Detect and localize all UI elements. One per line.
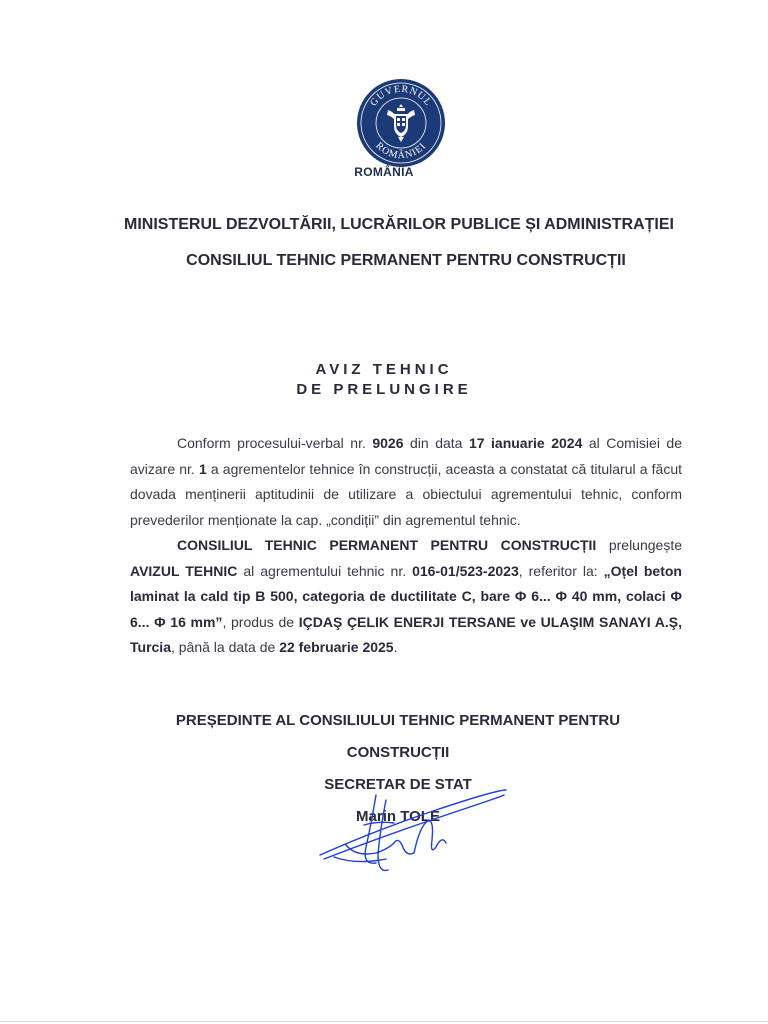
svg-text:GUVERNUL: GUVERNUL (368, 83, 434, 109)
text: , până la data de (170, 639, 280, 655)
document-title (0, 360, 768, 400)
page-bottom-rule (0, 1021, 768, 1022)
valid-until-date: 22 februarie 2025 (279, 639, 394, 655)
title-line-1: AVIZ TEHNIC (315, 361, 453, 378)
text: , referitor la: (518, 562, 604, 579)
pv-number: 9026 (372, 435, 404, 451)
text: . (393, 639, 398, 655)
country-label: ROMÂNIA (354, 165, 414, 179)
pv-date: 17 ianuarie 2024 (468, 435, 583, 451)
paragraph-2 (130, 533, 682, 661)
ministry-heading: MINISTERUL DEZVOLTĂRII, LUCRĂRILOR PUBLICE ȘI ADMINISTRAȚIEI (124, 216, 674, 233)
signatory-name: Marin TOLE (356, 808, 440, 825)
svg-text:ROMÂNIEI: ROMÂNIEI (373, 140, 429, 162)
signatory-role: SECRETAR DE STAT (324, 776, 472, 793)
avizul-label: AVIZUL TEHNIC (130, 562, 238, 579)
signatory-title-line-2: CONSTRUCȚII (346, 744, 450, 761)
signatory-title-line-1: PREȘEDINTE AL CONSILIULUI TEHNIC PERMANENT PENTRU (175, 712, 621, 729)
text: Conform procesului-verbal nr. (177, 435, 373, 451)
text: , produs de (222, 613, 299, 630)
manufacturer-name: IÇDAŞ ÇELIK ENERJI TERSANE ve ULAŞIM SANAYI A.Ş, Turcia (130, 613, 682, 655)
text: prelungește (596, 537, 683, 553)
text: al agrementului tehnic nr. (237, 562, 413, 579)
paragraph-1 (130, 431, 682, 533)
text: din data (403, 435, 469, 451)
agrement-number: 016-01/523-2023 (412, 562, 519, 579)
handwritten-signature-icon (316, 785, 516, 885)
council-name: CONSILIUL TEHNIC PERMANENT PENTRU CONSTRUCȚII (177, 537, 597, 553)
government-seal-icon (356, 78, 446, 168)
commission-number: 1 (198, 460, 207, 477)
council-heading: CONSILIUL TEHNIC PERMANENT PENTRU CONSTRUCȚII (186, 252, 626, 269)
product-name: „Oțel beton laminat la cald tip B 500, categoria de ductilitate C, bare Φ 6... Φ 40 mm, colaci Φ 6... Φ 16 mm” (130, 562, 682, 630)
title-line-2: DE PRELUNGIRE (296, 381, 472, 398)
text: al Comisiei de avizare nr. (130, 435, 682, 477)
text: a agrementelor tehnice în construcții, aceasta a constatat că titularul a făcut dovada menținerii aptitudinii de utilizare a obiectului agrementului tehnic, conform prevederilor menționate la cap. „condiții” din agrementul tehnic. (130, 460, 683, 528)
document-body (130, 431, 682, 661)
